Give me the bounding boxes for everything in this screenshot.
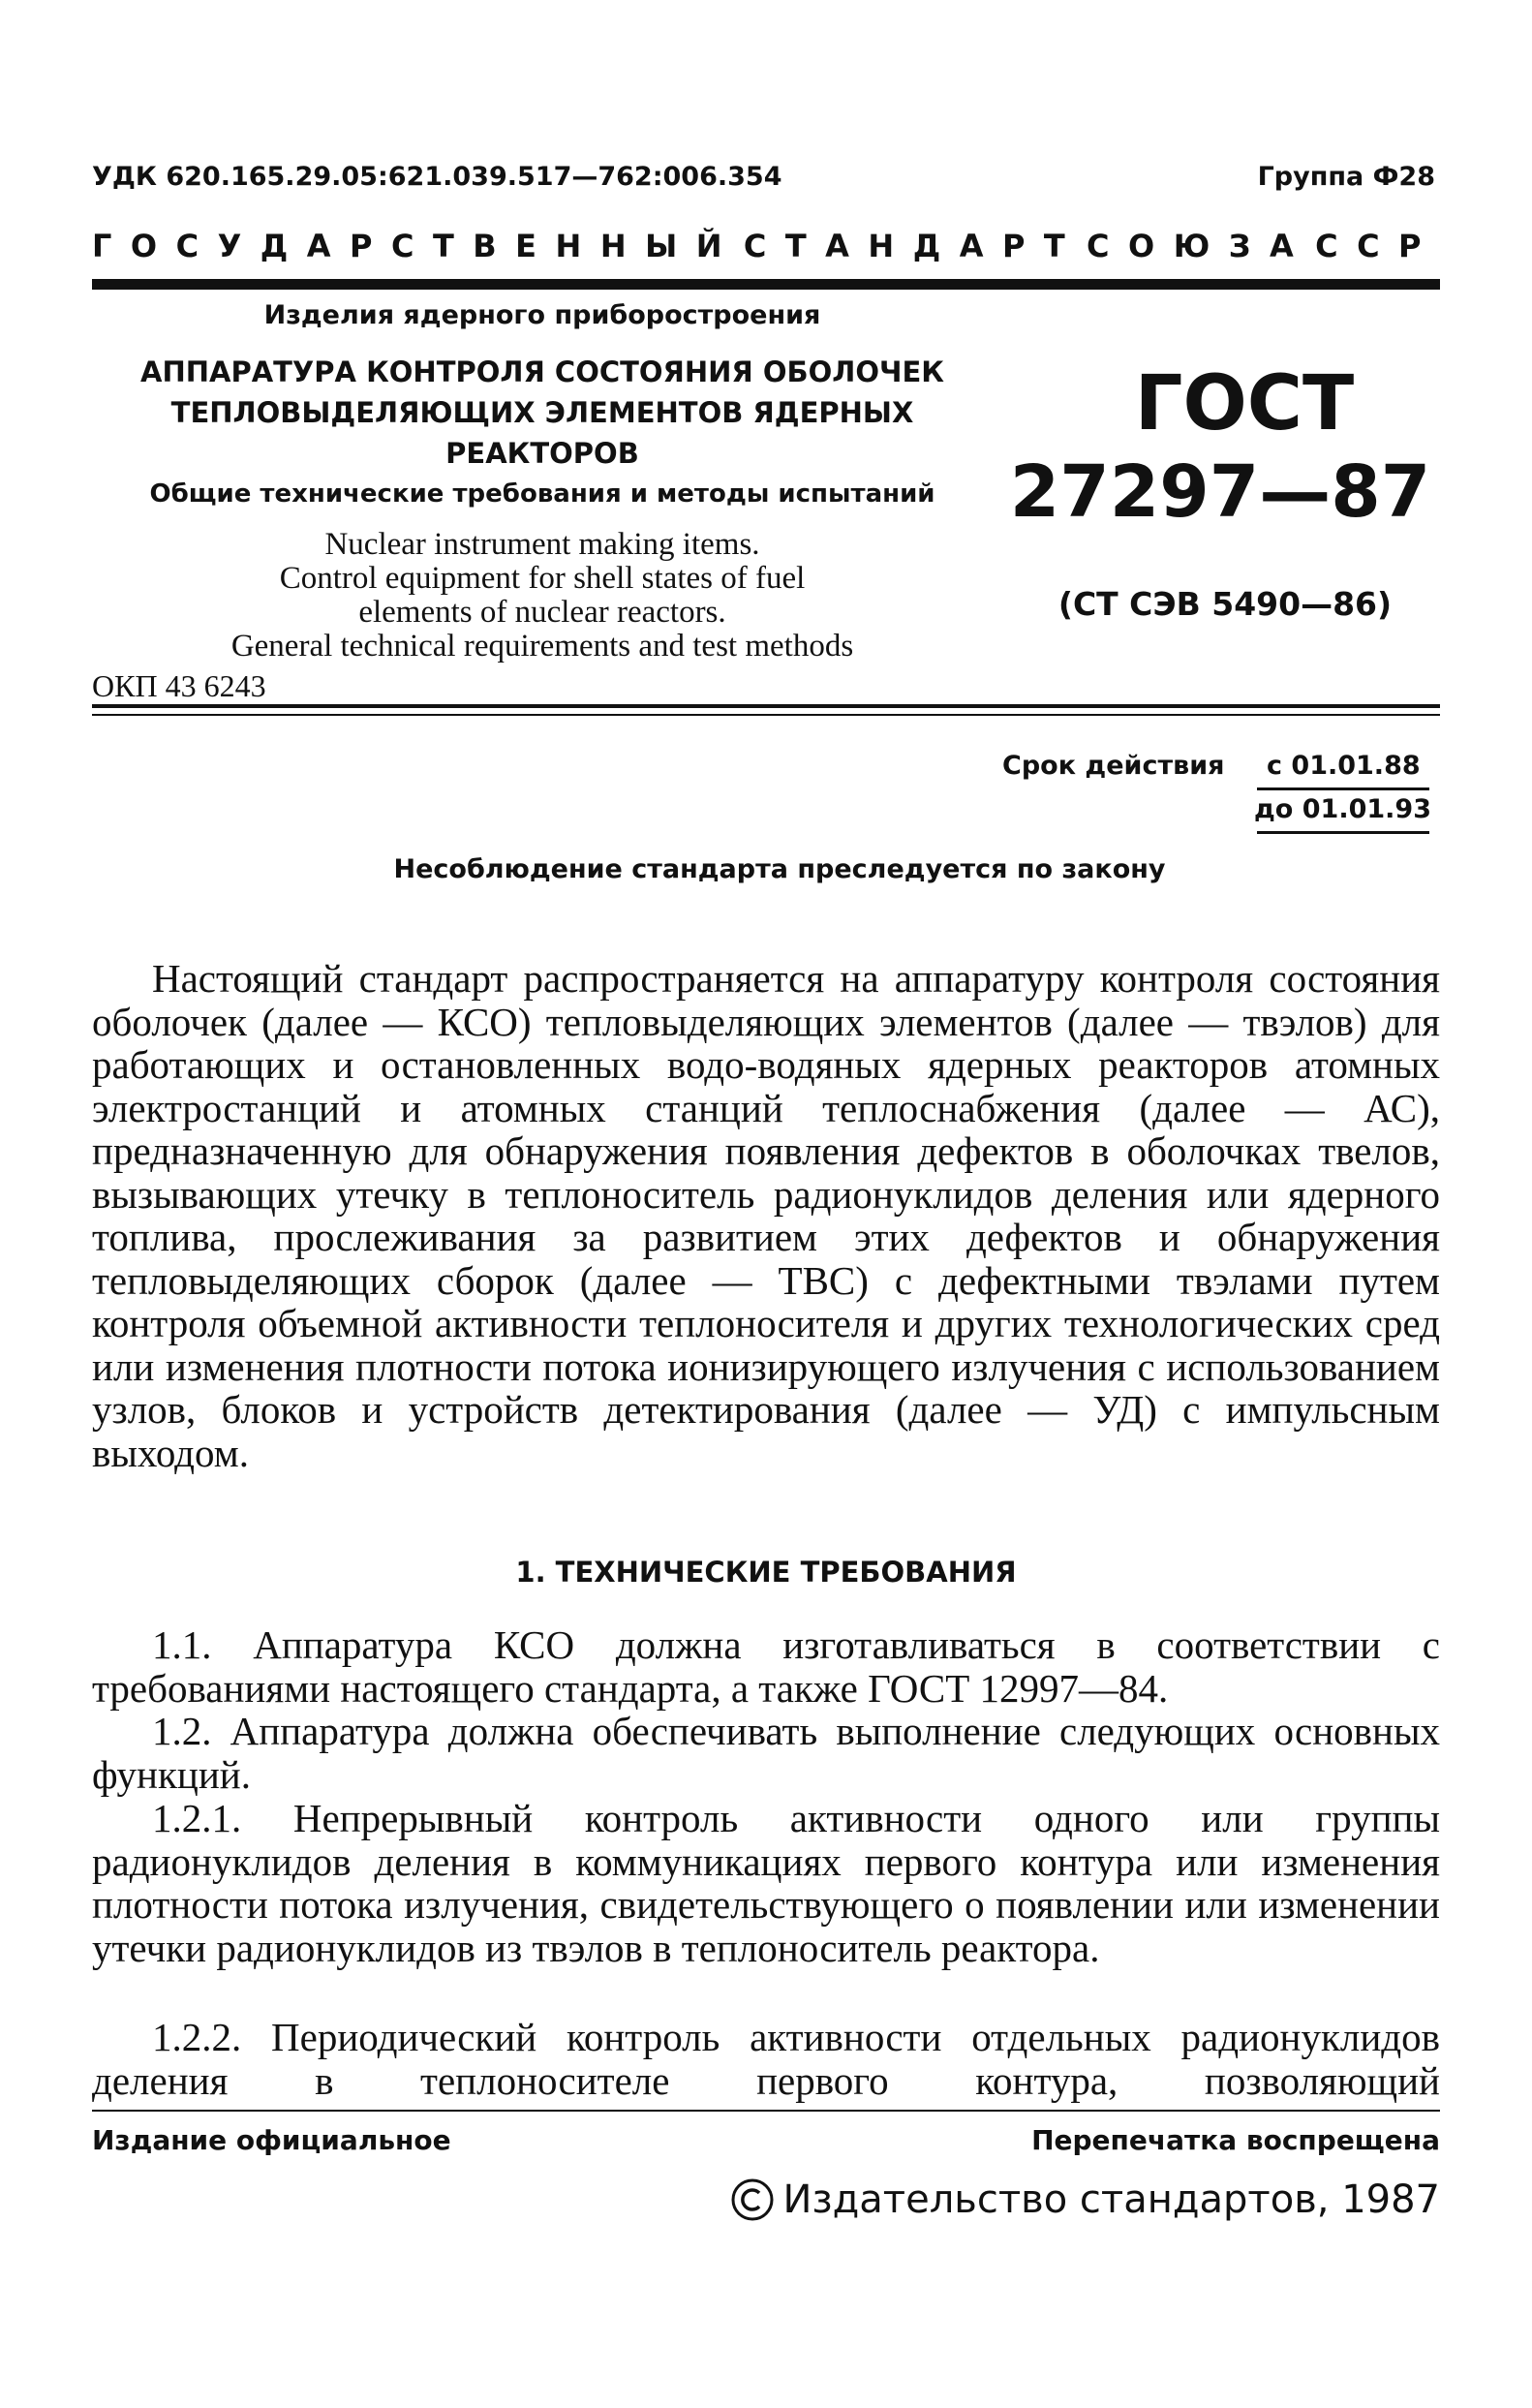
clause-1-2-1: 1.2.1. Непрерывный контроль активности одного или группы радионуклидов деления в коммуникациях первого контура или изменения плотности потока излучения, свидетельствующего о появлении или изменении утечки радионуклидов из твэлов в теплоноситель реактора. [92,1796,1440,1970]
english-title-line: elements of nuclear reactors. [358,595,726,630]
reprint-note: Перепечатка воспрещена [1031,2124,1440,2156]
title-line: ТЕПЛОВЫДЕЛЯЮЩИХ ЭЛЕМЕНТОВ ЯДЕРНЫХ [170,396,914,429]
clause-1-2-2: 1.2.2. Периодический контроль активности отдельных радионуклидов деления в теплоносителе первого контура, позволяющий [92,2015,1440,2103]
footer-rule [92,2110,1440,2112]
english-title-line: Nuclear instrument making items. [324,527,760,562]
valid-from-date: с 01.01.88 [1267,751,1421,781]
legal-warning: Несоблюдение стандарта преследуется по закону [393,854,1166,884]
divider-rule [92,714,1440,716]
state-standard-word: ГОСУДАРСТВЕННЫЙ [92,228,742,264]
validity-underline [1257,787,1429,790]
state-standard-word: ССР [1315,228,1440,264]
udk-code: УДК 620.165.29.05:621.039.517—762:006.354 [92,162,782,192]
gost-label: ГОСТ [1134,360,1355,448]
edition-note: Издание официальное [92,2124,451,2156]
top-rule [92,279,1440,290]
product-category: Изделия ядерного приборостроения [263,300,821,330]
valid-to-date: до 01.01.93 [1254,794,1431,824]
group-code: Группа Ф28 [1257,162,1435,192]
state-standard-word: СТАНДАРТ [743,228,1085,264]
document-title [92,352,993,474]
title-line: АППАРАТУРА КОНТРОЛЯ СОСТОЯНИЯ ОБОЛОЧЕК [140,355,944,388]
english-title-line: Control equipment for shell states of fuel [279,561,806,596]
publisher-name: Издательство стандартов, 1987 [782,2177,1440,2222]
divider-rule [92,704,1440,708]
state-standard-heading [92,228,1440,264]
intro-paragraph: Настоящий стандарт распространяется на аппаратуру контроля состояния оболочек (далее — КСО) тепловыделяющих элементов (далее — твэлов) для работающих и остановленных водо-водяных ядерных реакторов атомных электростанций и атомных станций теплоснабжения (далее — АС), предназначенную для обнаружения появления дефектов в оболочках твелов, вызывающих утечку в теплоноситель радионуклидов деления или ядерного топлива, прослеживания за развитием этих дефектов и обнаружения тепловыделяющих сборок (далее — ТВС) с дефектными твэлами путем контроля объемной активности теплоносителя и других технологических сред или изменения плотности потока ионизирующего излучения с использованием узлов, блоков и устройств детектирования (далее — УД) с импульсным выходом. [92,956,1440,1475]
state-standard-word: СОЮЗА [1087,228,1313,264]
gost-number: 27297—87 [1009,450,1431,534]
english-title [92,528,993,664]
english-title-line: General technical requirements and test methods [230,629,854,664]
copyright-icon [730,2177,775,2222]
validity-label: Срок действия [1002,751,1225,781]
section-heading: 1. ТЕХНИЧЕСКИЕ ТРЕБОВАНИЯ [515,1556,1017,1589]
clause-1-2: 1.2. Аппаратура должна обеспечивать выполнение следующих основных функций. [92,1709,1440,1797]
publisher-line [730,2177,1440,2222]
validity-underline [1257,831,1429,834]
st-sev-reference: (СТ СЭВ 5490—86) [1057,585,1393,623]
document-subtitle: Общие технические требования и методы испытаний [149,479,935,509]
okp-code: ОКП 43 6243 [92,668,266,703]
clause-1-1: 1.1. Аппаратура КСО должна изготавливаться в соответствии с требованиями настоящего стандарта, а также ГОСТ 12997—84. [92,1622,1440,1711]
title-line: РЕАКТОРОВ [445,437,639,470]
